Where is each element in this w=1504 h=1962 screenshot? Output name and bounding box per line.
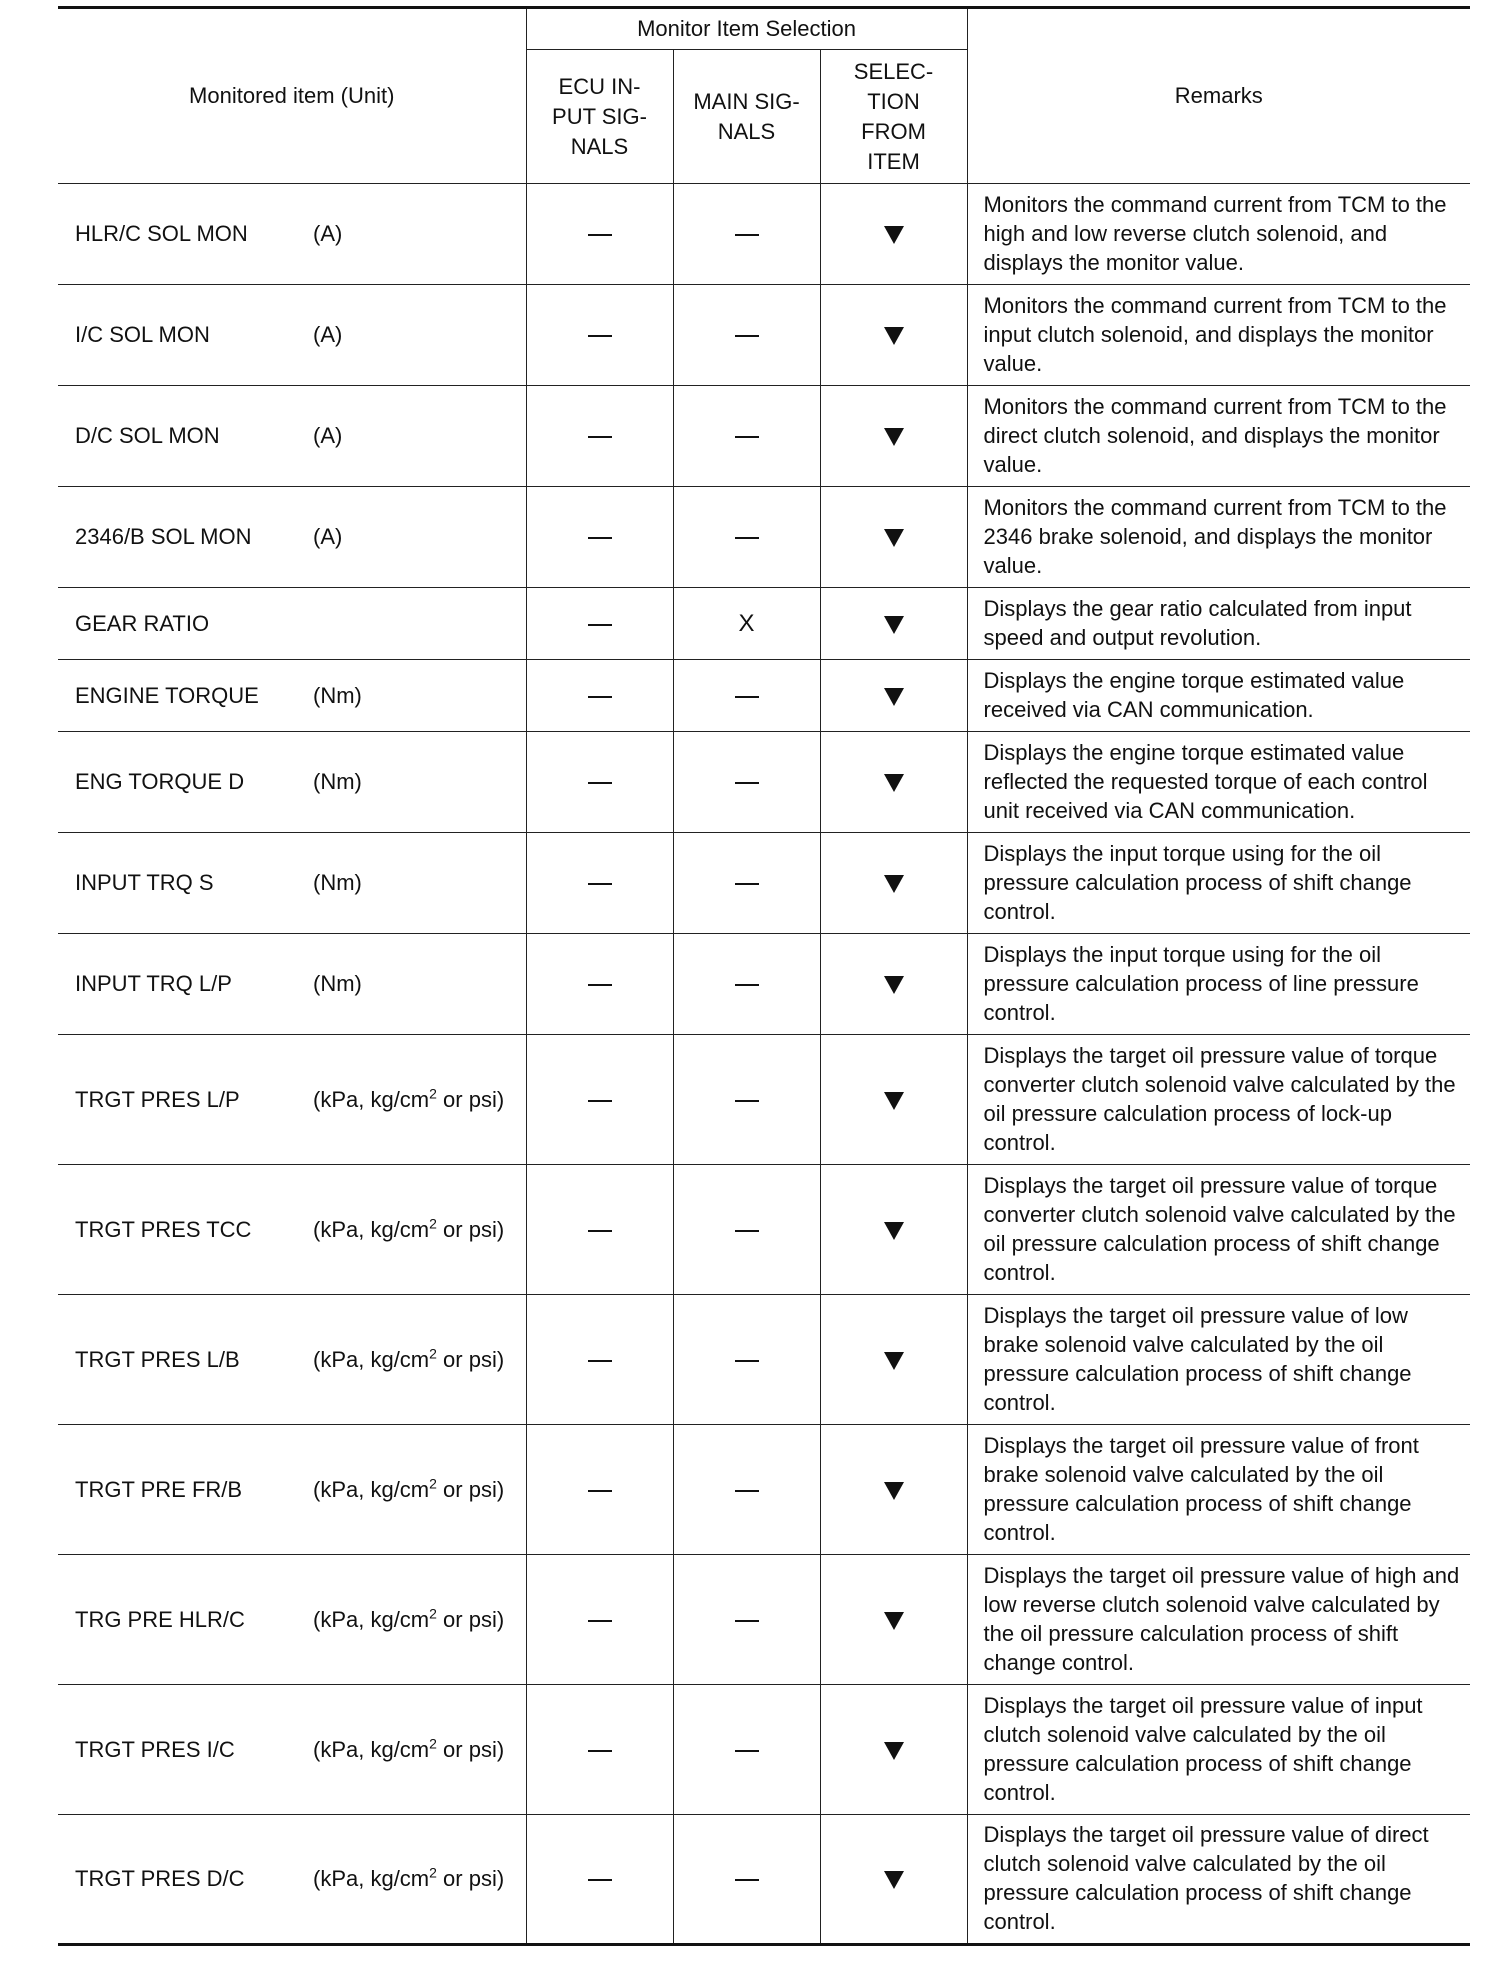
item-name: TRGT PRES L/P bbox=[75, 1086, 240, 1112]
item-name: INPUT TRQ S bbox=[75, 870, 214, 895]
monitored-item-cell bbox=[58, 184, 526, 285]
remarks-cell: Monitors the command current from TCM to the direct clutch solenoid, and displays the monitor value. bbox=[967, 386, 1470, 487]
triangle-down-icon bbox=[884, 616, 904, 634]
remarks-cell: Displays the input torque using for the oil pressure calculation process of line pressure control. bbox=[967, 934, 1470, 1035]
ecu-input-signal-mark-cell bbox=[526, 184, 673, 285]
item-unit bbox=[313, 1737, 504, 1763]
selection-from-item-mark-cell bbox=[820, 1815, 967, 1945]
triangle-down-icon bbox=[884, 875, 904, 893]
table-row bbox=[58, 386, 1470, 487]
remarks-cell: Displays the gear ratio calculated from input speed and output revolution. bbox=[967, 588, 1470, 660]
selection-from-item-mark-cell bbox=[820, 588, 967, 660]
ecu-input-signal-mark-cell bbox=[526, 1815, 673, 1945]
ecu-input-signal-mark-cell bbox=[526, 1295, 673, 1425]
triangle-down-icon bbox=[884, 1612, 904, 1630]
item-name: ENG TORQUE D bbox=[75, 769, 245, 794]
dash-mark-icon bbox=[588, 1230, 612, 1232]
remarks-cell: Displays the target oil pressure value of input clutch solenoid valve calculated by the oil pressure calculation process of shift change control. bbox=[967, 1685, 1470, 1815]
item-name: TRGT PRE FR/B bbox=[75, 1476, 243, 1502]
dash-mark-icon bbox=[588, 436, 612, 438]
unit-text: (kPa, kg/cm bbox=[313, 1476, 430, 1502]
selection-from-item-mark-cell bbox=[820, 1425, 967, 1555]
monitored-item-cell bbox=[58, 1425, 526, 1555]
item-name: TRGT PRES D/C bbox=[75, 1866, 245, 1891]
unit-text: (kPa, kg/cm bbox=[313, 1606, 430, 1632]
selection-from-item-mark-cell bbox=[820, 833, 967, 934]
unit-text: (kPa, kg/cm bbox=[313, 1736, 430, 1762]
ecu-input-signal-mark-cell bbox=[526, 1165, 673, 1295]
selection-from-item-mark-cell bbox=[820, 660, 967, 732]
dash-mark-icon bbox=[588, 1490, 612, 1492]
dash-mark-icon bbox=[588, 1879, 612, 1881]
selection-from-item-mark-cell bbox=[820, 184, 967, 285]
selection-from-item-mark-cell bbox=[820, 1555, 967, 1685]
item-unit: (Nm) bbox=[313, 971, 362, 996]
monitor-item-table bbox=[58, 6, 1470, 1946]
unit-text: (kPa, kg/cm bbox=[313, 1866, 430, 1891]
main-signal-mark-cell bbox=[673, 1425, 820, 1555]
dash-mark-icon bbox=[588, 696, 612, 698]
dash-mark-icon bbox=[735, 1490, 759, 1492]
table-row bbox=[58, 732, 1470, 833]
item-name: 2346/B SOL MON bbox=[75, 524, 252, 549]
dash-mark-icon bbox=[588, 624, 612, 626]
monitored-item-cell bbox=[58, 285, 526, 386]
selection-from-item-mark-cell bbox=[820, 1035, 967, 1165]
item-unit: (A) bbox=[313, 524, 343, 549]
item-unit: (Nm) bbox=[313, 682, 362, 708]
triangle-down-icon bbox=[884, 529, 904, 547]
ecu-input-signal-mark-cell bbox=[526, 1425, 673, 1555]
dash-mark-icon bbox=[735, 234, 759, 236]
unit-superscript: 2 bbox=[429, 1215, 437, 1232]
monitored-item-cell bbox=[58, 1035, 526, 1165]
remarks-cell: Displays the engine torque estimated value reflected the requested torque of each control unit received via CAN communication. bbox=[967, 732, 1470, 833]
unit-text: (kPa, kg/cm bbox=[313, 1216, 430, 1242]
dash-mark-icon bbox=[588, 1360, 612, 1362]
unit-text: or psi) bbox=[436, 1216, 505, 1242]
remarks-cell: Displays the target oil pressure value of low brake solenoid valve calculated by the oil pressure calculation process of shift change control. bbox=[967, 1295, 1470, 1425]
triangle-down-icon bbox=[884, 226, 904, 244]
item-unit: (A) bbox=[313, 423, 343, 448]
remarks-cell: Displays the engine torque estimated value received via CAN communication. bbox=[967, 660, 1470, 732]
main-signal-mark-cell bbox=[673, 1295, 820, 1425]
dash-mark-icon bbox=[735, 537, 759, 539]
triangle-down-icon bbox=[884, 1482, 904, 1500]
monitored-item-cell bbox=[58, 732, 526, 833]
triangle-down-icon bbox=[884, 976, 904, 994]
main-signal-mark-cell bbox=[673, 660, 820, 732]
dash-mark-icon bbox=[588, 984, 612, 986]
item-unit bbox=[313, 1347, 504, 1373]
header-ecu-input-signals: ECU IN- PUT SIG- NALS bbox=[526, 50, 673, 184]
main-signal-mark-cell bbox=[673, 1555, 820, 1685]
dash-mark-icon bbox=[735, 1750, 759, 1752]
dash-mark-icon bbox=[735, 1100, 759, 1102]
main-signal-mark-cell bbox=[673, 1165, 820, 1295]
triangle-down-icon bbox=[884, 1742, 904, 1760]
item-name: I/C SOL MON bbox=[75, 322, 210, 347]
table-body bbox=[58, 184, 1470, 1945]
selection-from-item-mark-cell bbox=[820, 1685, 967, 1815]
unit-text: or psi) bbox=[436, 1606, 505, 1632]
monitored-item-cell bbox=[58, 934, 526, 1035]
remarks-cell: Displays the target oil pressure value of direct clutch solenoid valve calculated by the oil pressure calculation process of shift change control. bbox=[967, 1815, 1470, 1945]
main-signal-mark-cell bbox=[673, 184, 820, 285]
table-row bbox=[58, 285, 1470, 386]
monitored-item-cell bbox=[58, 588, 526, 660]
item-name: TRGT PRES I/C bbox=[75, 1736, 235, 1762]
table-row bbox=[58, 588, 1470, 660]
item-unit: (Nm) bbox=[313, 769, 362, 794]
table-row bbox=[58, 1555, 1470, 1685]
triangle-down-icon bbox=[884, 428, 904, 446]
remarks-cell: Displays the target oil pressure value of torque converter clutch solenoid valve calculated by the oil pressure calculation process of lock-up control. bbox=[967, 1035, 1470, 1165]
dash-mark-icon bbox=[588, 335, 612, 337]
dash-mark-icon bbox=[735, 984, 759, 986]
main-signal-mark-cell bbox=[673, 386, 820, 487]
ecu-input-signal-mark-cell bbox=[526, 1035, 673, 1165]
unit-superscript: 2 bbox=[429, 1085, 437, 1102]
dash-mark-icon bbox=[588, 1620, 612, 1622]
main-signal-mark-cell bbox=[673, 732, 820, 833]
monitored-item-cell bbox=[58, 1165, 526, 1295]
header-remarks: Remarks bbox=[967, 8, 1470, 184]
item-name: ENGINE TORQUE bbox=[75, 682, 259, 708]
remarks-cell: Displays the target oil pressure value of torque converter clutch solenoid valve calculated by the oil pressure calculation process of shift change control. bbox=[967, 1165, 1470, 1295]
remarks-cell: Displays the target oil pressure value of front brake solenoid valve calculated by the oil pressure calculation process of shift change control. bbox=[967, 1425, 1470, 1555]
dash-mark-icon bbox=[588, 1750, 612, 1752]
unit-superscript: 2 bbox=[429, 1475, 437, 1492]
unit-text: or psi) bbox=[436, 1346, 505, 1372]
triangle-down-icon bbox=[884, 327, 904, 345]
item-unit: (A) bbox=[313, 221, 343, 246]
monitored-item-cell bbox=[58, 1815, 526, 1945]
dash-mark-icon bbox=[735, 335, 759, 337]
main-signal-mark-cell bbox=[673, 1815, 820, 1945]
main-signal-mark-cell bbox=[673, 1685, 820, 1815]
dash-mark-icon bbox=[735, 782, 759, 784]
remarks-cell: Monitors the command current from TCM to the 2346 brake solenoid, and displays the monitor value. bbox=[967, 487, 1470, 588]
triangle-down-icon bbox=[884, 688, 904, 706]
item-unit bbox=[313, 1607, 504, 1633]
item-name: INPUT TRQ L/P bbox=[75, 971, 232, 996]
triangle-down-icon bbox=[884, 1092, 904, 1110]
unit-text: (kPa, kg/cm bbox=[313, 1346, 430, 1372]
dash-mark-icon bbox=[588, 1100, 612, 1102]
selection-from-item-mark-cell bbox=[820, 1165, 967, 1295]
ecu-input-signal-mark-cell bbox=[526, 285, 673, 386]
header-selection-from-item: SELEC- TION FROM ITEM bbox=[820, 50, 967, 184]
triangle-down-icon bbox=[884, 1871, 904, 1889]
table-row bbox=[58, 184, 1470, 285]
x-mark: X bbox=[738, 609, 755, 637]
table-row bbox=[58, 1035, 1470, 1165]
unit-superscript: 2 bbox=[429, 1735, 437, 1752]
remarks-cell: Displays the target oil pressure value of high and low reverse clutch solenoid valve calculated by the oil pressure calculation process of shift change control. bbox=[967, 1555, 1470, 1685]
selection-from-item-mark-cell bbox=[820, 934, 967, 1035]
table-row bbox=[58, 934, 1470, 1035]
table-row bbox=[58, 660, 1470, 732]
dash-mark-icon bbox=[735, 696, 759, 698]
unit-text: or psi) bbox=[436, 1736, 505, 1762]
monitored-item-cell bbox=[58, 1555, 526, 1685]
main-signal-mark-cell bbox=[673, 588, 820, 660]
remarks-cell: Displays the input torque using for the oil pressure calculation process of shift change control. bbox=[967, 833, 1470, 934]
ecu-input-signal-mark-cell bbox=[526, 833, 673, 934]
ecu-input-signal-mark-cell bbox=[526, 732, 673, 833]
table-row bbox=[58, 1295, 1470, 1425]
item-unit bbox=[313, 1087, 504, 1113]
item-name: D/C SOL MON bbox=[75, 423, 220, 448]
dash-mark-icon bbox=[735, 883, 759, 885]
unit-superscript: 2 bbox=[429, 1345, 437, 1362]
header-monitor-item-selection: Monitor Item Selection bbox=[526, 8, 967, 50]
main-signal-mark-cell bbox=[673, 833, 820, 934]
header-main-signals: MAIN SIG- NALS bbox=[673, 50, 820, 184]
main-signal-mark-cell bbox=[673, 487, 820, 588]
ecu-input-signal-mark-cell bbox=[526, 1685, 673, 1815]
main-signal-mark-cell bbox=[673, 1035, 820, 1165]
selection-from-item-mark-cell bbox=[820, 732, 967, 833]
item-unit bbox=[313, 1866, 504, 1892]
selection-from-item-mark-cell bbox=[820, 386, 967, 487]
selection-from-item-mark-cell bbox=[820, 487, 967, 588]
item-name: TRG PRE HLR/C bbox=[75, 1606, 245, 1632]
table-row bbox=[58, 1165, 1470, 1295]
dash-mark-icon bbox=[735, 1360, 759, 1362]
item-name: TRGT PRES TCC bbox=[75, 1216, 252, 1242]
main-signal-mark-cell bbox=[673, 285, 820, 386]
table-row bbox=[58, 1815, 1470, 1945]
item-unit bbox=[313, 1477, 504, 1503]
monitored-item-cell bbox=[58, 833, 526, 934]
ecu-input-signal-mark-cell bbox=[526, 660, 673, 732]
ecu-input-signal-mark-cell bbox=[526, 588, 673, 660]
unit-text: or psi) bbox=[436, 1866, 505, 1891]
main-signal-mark-cell bbox=[673, 934, 820, 1035]
remarks-cell: Monitors the command current from TCM to the high and low reverse clutch solenoid, and displays the monitor value. bbox=[967, 184, 1470, 285]
monitored-item-cell bbox=[58, 386, 526, 487]
dash-mark-icon bbox=[735, 436, 759, 438]
selection-from-item-mark-cell bbox=[820, 285, 967, 386]
triangle-down-icon bbox=[884, 774, 904, 792]
triangle-down-icon bbox=[884, 1222, 904, 1240]
unit-superscript: 2 bbox=[429, 1864, 437, 1881]
table-row bbox=[58, 487, 1470, 588]
monitored-item-cell bbox=[58, 660, 526, 732]
remarks-cell: Monitors the command current from TCM to the input clutch solenoid, and displays the monitor value. bbox=[967, 285, 1470, 386]
ecu-input-signal-mark-cell bbox=[526, 487, 673, 588]
table-row bbox=[58, 1685, 1470, 1815]
monitored-item-cell bbox=[58, 1295, 526, 1425]
item-unit bbox=[313, 1217, 504, 1243]
dash-mark-icon bbox=[588, 234, 612, 236]
dash-mark-icon bbox=[588, 537, 612, 539]
selection-from-item-mark-cell bbox=[820, 1295, 967, 1425]
dash-mark-icon bbox=[588, 883, 612, 885]
dash-mark-icon bbox=[735, 1620, 759, 1622]
item-name: TRGT PRES L/B bbox=[75, 1346, 240, 1372]
ecu-input-signal-mark-cell bbox=[526, 1555, 673, 1685]
ecu-input-signal-mark-cell bbox=[526, 386, 673, 487]
table-row bbox=[58, 833, 1470, 934]
monitored-item-cell bbox=[58, 487, 526, 588]
table-row bbox=[58, 1425, 1470, 1555]
monitored-item-cell bbox=[58, 1685, 526, 1815]
item-name: GEAR RATIO bbox=[75, 610, 210, 636]
ecu-input-signal-mark-cell bbox=[526, 934, 673, 1035]
unit-superscript: 2 bbox=[429, 1605, 437, 1622]
item-name: HLR/C SOL MON bbox=[75, 221, 248, 246]
dash-mark-icon bbox=[588, 782, 612, 784]
unit-text: or psi) bbox=[436, 1086, 505, 1112]
unit-text: (kPa, kg/cm bbox=[313, 1086, 430, 1112]
item-unit: (A) bbox=[313, 322, 343, 347]
unit-text: or psi) bbox=[436, 1476, 505, 1502]
dash-mark-icon bbox=[735, 1879, 759, 1881]
item-unit: (Nm) bbox=[313, 870, 362, 895]
dash-mark-icon bbox=[735, 1230, 759, 1232]
triangle-down-icon bbox=[884, 1352, 904, 1370]
header-monitored-item: Monitored item (Unit) bbox=[58, 8, 526, 184]
